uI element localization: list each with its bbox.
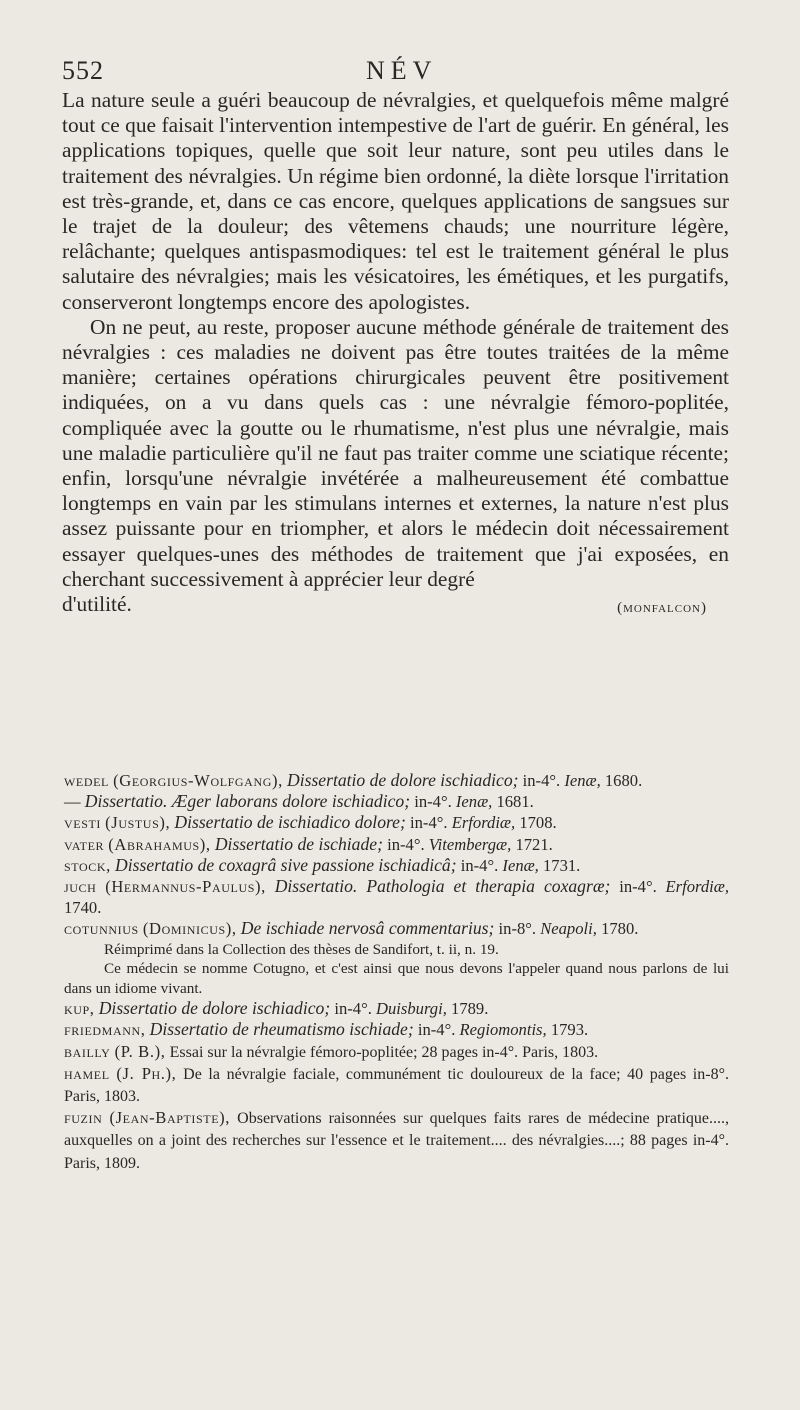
entry-author: friedmann, [64, 1020, 146, 1040]
entry-year: 1740. [64, 898, 102, 918]
entry-author-detail: (P. B.), [114, 1041, 166, 1061]
entry-author: cotunnius [64, 919, 139, 939]
entry-title: Dissertatio de coxagrâ sive passione ischiadicâ; [115, 854, 457, 875]
entry-title: Dissertatio de dolore ischiadico; [98, 998, 331, 1019]
entry-note: Réimprimé dans la Collection des thèses de Sandifort, t. ii, n. 19. [104, 940, 499, 958]
entry-author-detail: (Justus), [105, 813, 171, 833]
page-header [62, 56, 742, 90]
body-text [62, 88, 729, 621]
bibliography-entry [64, 876, 729, 918]
entry-format: in-4°. [619, 877, 657, 897]
bibliography [64, 770, 729, 1174]
entry-format: in-4°. [387, 834, 425, 854]
bibliography-entry [64, 1041, 729, 1063]
entry-title: Dissertatio de ischiade; [214, 833, 383, 854]
entry-format: in-4°. [414, 792, 452, 812]
author-signature: (monfalcon) [617, 600, 707, 617]
entry-author: wedel [64, 771, 109, 790]
entry-format: in-4°. [334, 999, 372, 1019]
entry-place: Duisburgi, [376, 999, 447, 1019]
entry-place: Erfordiæ, [665, 877, 729, 897]
entry-title: De ischiade nervosâ commentarius; [240, 918, 495, 939]
page-number: 552 [62, 56, 104, 85]
entry-year: 1708. [519, 813, 557, 833]
entry-title: Dissertatio de ischiadico dolore; [174, 812, 406, 833]
entry-author-detail: (Abrahamus), [108, 834, 211, 854]
entry-author-detail: (J. Ph.), [116, 1063, 177, 1083]
entry-text: De la névralgie faciale, communément tic douloureux de la face; 40 pages in-8°. Paris, 1803. [64, 1065, 729, 1105]
bibliography-entry [64, 1063, 729, 1107]
bibliography-entry [64, 812, 729, 833]
entry-dash: — [64, 792, 81, 812]
bibliography-entry [64, 918, 729, 939]
entry-note: Ce médecin se nomme Cotugno, et c'est ainsi que nous devons l'appeler quand nous parlons de lui dans un idiome vivant. [64, 960, 729, 997]
entry-format: in-8°. [498, 919, 537, 939]
entry-place: Erfordiæ, [451, 813, 516, 833]
entry-author: vater [64, 834, 105, 854]
entry-year: 1721. [515, 834, 553, 854]
entry-place: Ienæ, [564, 771, 601, 790]
entry-year: 1731. [542, 855, 581, 875]
entry-text: Essai sur la névralgie fémoro-poplitée; 28 pages in-4°. Paris, 1803. [169, 1043, 599, 1061]
bibliography-entry [64, 1019, 729, 1040]
entry-place: Vitembergæ, [428, 834, 512, 854]
bibliography-entry [64, 770, 729, 791]
entry-author: kup, [64, 999, 95, 1019]
entry-author-detail: (Jean-Baptiste), [109, 1108, 231, 1128]
entry-title: Dissertatio. Æger laborans dolore ischiadico; [84, 791, 411, 812]
entry-author: juch [64, 877, 97, 897]
entry-author-detail: (Georgius-Wolfgang), [113, 771, 283, 790]
bibliography-entry [64, 791, 729, 812]
entry-author-detail: (Hermannus-Paulus), [105, 877, 266, 897]
entry-year: 1793. [550, 1020, 589, 1040]
entry-format: in-4°. [417, 1020, 456, 1040]
bibliography-entry [64, 1107, 729, 1174]
paragraph-2: On ne peut, au reste, proposer aucune méthode générale de traitement des névralgies : ces maladies ne doivent pas être toutes traitées de la même manière; certaines opérations chirurgicales peuvent être positivement indiquées, on a vu dans quels cas : une névralgie fémoro-poplitée, compliquée avec la goutte ou le rhumatisme, n'est plus une névralgie, mais une maladie particulière qu'il ne faut pas traiter comme une sciatique récente; enfin, lorsqu'une névralgie invétérée a malheureusement été combattue longtemps en vain par les stimulans internes et externes, la nature n'est plus assez puissante pour en triompher, et alors le médecin doit nécessairement essayer quelques-unes des méthodes de traitement que j'ai exposées, en cherchant successivement à apprécier leur degré [62, 314, 729, 591]
entry-author: bailly [64, 1041, 111, 1061]
entry-author: vesti [64, 813, 101, 833]
entry-year: 1789. [451, 999, 489, 1019]
entry-title: Dissertatio de dolore ischiadico; [287, 770, 519, 790]
entry-year: 1681. [496, 792, 534, 812]
entry-place: Neapoli, [540, 919, 597, 939]
bibliography-entry [64, 998, 729, 1019]
entry-format: in-4°. [522, 771, 561, 790]
paragraph-1: La nature seule a guéri beaucoup de névralgies, et quelquefois même malgré tout ce que faisait l'intervention intempestive de l'art de guérir. En général, les applications topiques, quelle que soit leur nature, sont peu utiles dans le traitement des névralgies. Un régime bien ordonné, la diète lorsque l'irritation est très-grande, et, dans ce cas encore, quelques applications de sangsues sur le trajet de la douleur; des vêtemens chauds; une nourriture légère, relâchante; quelques antispasmodiques: tel est le traitement général le plus salutaire des névralgies; mais les vésicatoires, les émétiques, et les purgatifs, conserveront longtemps encore des apologistes. [62, 88, 729, 314]
paragraph-2-end: d'utilité. [62, 592, 132, 617]
bibliography-entry [64, 834, 729, 855]
bibliography-entry [64, 855, 729, 876]
entry-place: Ienæ, [502, 855, 539, 875]
entry-year: 1680. [604, 771, 643, 790]
entry-place: Ienæ, [455, 792, 493, 812]
running-head: NÉV [366, 56, 438, 85]
entry-author-detail: (Dominicus), [142, 919, 237, 939]
entry-format: in-4°. [460, 855, 499, 875]
entry-year: 1780. [601, 919, 639, 939]
entry-author: stock, [64, 855, 111, 875]
entry-author: hamel [64, 1063, 110, 1083]
entry-author: fuzin [64, 1108, 103, 1128]
entry-place: Regiomontis, [459, 1020, 547, 1040]
signature-line [62, 592, 729, 621]
entry-title: Dissertatio. Pathologia et therapia coxagræ; [274, 876, 611, 897]
entry-format: in-4°. [410, 813, 448, 833]
entry-text: Observations raisonnées sur quelques faits rares de médecine pratique...., auxquelles on a joint des recherches sur l'essence et le traitement.... des névralgies....; 88 pages in-4°. Paris, 1809. [64, 1110, 730, 1172]
entry-title: Dissertatio de rheumatismo ischiade; [149, 1019, 414, 1040]
